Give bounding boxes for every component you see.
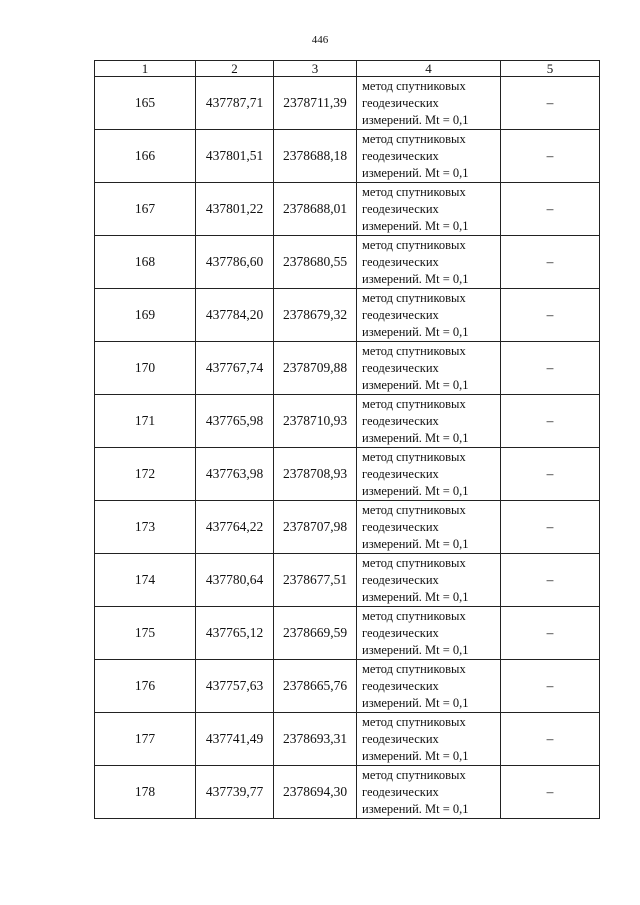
- method-cell: [357, 77, 501, 130]
- header-cell-1: 1: [95, 61, 196, 77]
- point-number-cell: 168: [95, 236, 196, 289]
- method-line: метод спутниковых: [362, 608, 466, 623]
- header-cell-3: 3: [274, 61, 357, 77]
- point-number-cell: 165: [95, 77, 196, 130]
- method-line: метод спутниковых: [362, 131, 466, 146]
- note-cell: –: [501, 554, 600, 607]
- table-row: [95, 183, 600, 236]
- method-line: измерений. Mt = 0,1: [362, 324, 469, 339]
- x-coordinate-cell: 437739,77: [196, 766, 274, 819]
- table-row: [95, 289, 600, 342]
- x-coordinate-cell: 437765,98: [196, 395, 274, 448]
- point-number-cell: 167: [95, 183, 196, 236]
- method-line: геодезических: [362, 519, 439, 534]
- point-number-cell: 176: [95, 660, 196, 713]
- table-row: [95, 77, 600, 130]
- page-number: 446: [311, 34, 329, 46]
- method-line: метод спутниковых: [362, 78, 466, 93]
- method-line: измерений. Mt = 0,1: [362, 589, 469, 604]
- method-line: измерений. Mt = 0,1: [362, 801, 469, 816]
- table-row: [95, 342, 600, 395]
- method-cell: [357, 130, 501, 183]
- x-coordinate-cell: 437765,12: [196, 607, 274, 660]
- method-line: метод спутниковых: [362, 184, 466, 199]
- coordinates-table: [94, 60, 600, 819]
- x-coordinate-cell: 437801,51: [196, 130, 274, 183]
- note-cell: –: [501, 448, 600, 501]
- method-line: геодезических: [362, 307, 439, 322]
- method-cell: [357, 395, 501, 448]
- y-coordinate-cell: 2378709,88: [274, 342, 357, 395]
- method-line: измерений. Mt = 0,1: [362, 748, 469, 763]
- table-row: [95, 395, 600, 448]
- note-cell: –: [501, 713, 600, 766]
- method-cell: [357, 448, 501, 501]
- note-cell: –: [501, 342, 600, 395]
- method-line: измерений. Mt = 0,1: [362, 165, 469, 180]
- method-line: геодезических: [362, 731, 439, 746]
- x-coordinate-cell: 437763,98: [196, 448, 274, 501]
- table-row: [95, 766, 600, 819]
- x-coordinate-cell: 437780,64: [196, 554, 274, 607]
- method-cell: [357, 766, 501, 819]
- method-line: измерений. Mt = 0,1: [362, 112, 469, 127]
- note-cell: –: [501, 501, 600, 554]
- y-coordinate-cell: 2378665,76: [274, 660, 357, 713]
- method-line: геодезических: [362, 360, 439, 375]
- table-body: [95, 77, 600, 819]
- y-coordinate-cell: 2378677,51: [274, 554, 357, 607]
- method-line: геодезических: [362, 784, 439, 799]
- x-coordinate-cell: 437757,63: [196, 660, 274, 713]
- point-number-cell: 170: [95, 342, 196, 395]
- point-number-cell: 175: [95, 607, 196, 660]
- table-row: [95, 130, 600, 183]
- method-cell: [357, 607, 501, 660]
- method-cell: [357, 660, 501, 713]
- method-line: геодезических: [362, 148, 439, 163]
- method-line: метод спутниковых: [362, 555, 466, 570]
- header-row: [95, 61, 600, 77]
- method-line: метод спутниковых: [362, 502, 466, 517]
- y-coordinate-cell: 2378708,93: [274, 448, 357, 501]
- point-number-cell: 166: [95, 130, 196, 183]
- method-line: метод спутниковых: [362, 290, 466, 305]
- point-number-cell: 174: [95, 554, 196, 607]
- method-cell: [357, 183, 501, 236]
- note-cell: –: [501, 660, 600, 713]
- method-line: метод спутниковых: [362, 449, 466, 464]
- method-line: измерений. Mt = 0,1: [362, 430, 469, 445]
- method-line: геодезических: [362, 413, 439, 428]
- method-line: измерений. Mt = 0,1: [362, 483, 469, 498]
- point-number-cell: 169: [95, 289, 196, 342]
- method-cell: [357, 501, 501, 554]
- method-line: метод спутниковых: [362, 396, 466, 411]
- note-cell: –: [501, 289, 600, 342]
- method-cell: [357, 236, 501, 289]
- y-coordinate-cell: 2378688,18: [274, 130, 357, 183]
- table-row: [95, 554, 600, 607]
- method-line: геодезических: [362, 572, 439, 587]
- method-line: метод спутниковых: [362, 767, 466, 782]
- method-line: измерений. Mt = 0,1: [362, 271, 469, 286]
- method-cell: [357, 713, 501, 766]
- x-coordinate-cell: 437787,71: [196, 77, 274, 130]
- x-coordinate-cell: 437767,74: [196, 342, 274, 395]
- y-coordinate-cell: 2378694,30: [274, 766, 357, 819]
- table-row: [95, 448, 600, 501]
- method-cell: [357, 342, 501, 395]
- table-row: [95, 660, 600, 713]
- point-number-cell: 171: [95, 395, 196, 448]
- table-header: [95, 61, 600, 77]
- method-line: измерений. Mt = 0,1: [362, 218, 469, 233]
- method-line: измерений. Mt = 0,1: [362, 695, 469, 710]
- point-number-cell: 178: [95, 766, 196, 819]
- table-row: [95, 607, 600, 660]
- note-cell: –: [501, 766, 600, 819]
- method-line: геодезических: [362, 678, 439, 693]
- x-coordinate-cell: 437784,20: [196, 289, 274, 342]
- table-row: [95, 713, 600, 766]
- note-cell: –: [501, 130, 600, 183]
- method-line: геодезических: [362, 466, 439, 481]
- y-coordinate-cell: 2378680,55: [274, 236, 357, 289]
- x-coordinate-cell: 437741,49: [196, 713, 274, 766]
- method-line: метод спутниковых: [362, 714, 466, 729]
- note-cell: –: [501, 77, 600, 130]
- method-line: геодезических: [362, 201, 439, 216]
- table-row: [95, 501, 600, 554]
- x-coordinate-cell: 437801,22: [196, 183, 274, 236]
- note-cell: –: [501, 236, 600, 289]
- method-line: геодезических: [362, 95, 439, 110]
- y-coordinate-cell: 2378669,59: [274, 607, 357, 660]
- header-cell-5: 5: [501, 61, 600, 77]
- method-line: геодезических: [362, 625, 439, 640]
- method-cell: [357, 289, 501, 342]
- method-line: метод спутниковых: [362, 237, 466, 252]
- y-coordinate-cell: 2378693,31: [274, 713, 357, 766]
- method-cell: [357, 554, 501, 607]
- y-coordinate-cell: 2378679,32: [274, 289, 357, 342]
- note-cell: –: [501, 607, 600, 660]
- y-coordinate-cell: 2378711,39: [274, 77, 357, 130]
- note-cell: –: [501, 395, 600, 448]
- x-coordinate-cell: 437786,60: [196, 236, 274, 289]
- y-coordinate-cell: 2378710,93: [274, 395, 357, 448]
- method-line: измерений. Mt = 0,1: [362, 377, 469, 392]
- note-cell: –: [501, 183, 600, 236]
- point-number-cell: 172: [95, 448, 196, 501]
- point-number-cell: 173: [95, 501, 196, 554]
- table-row: [95, 236, 600, 289]
- y-coordinate-cell: 2378688,01: [274, 183, 357, 236]
- method-line: метод спутниковых: [362, 343, 466, 358]
- point-number-cell: 177: [95, 713, 196, 766]
- method-line: геодезических: [362, 254, 439, 269]
- x-coordinate-cell: 437764,22: [196, 501, 274, 554]
- method-line: метод спутниковых: [362, 661, 466, 676]
- method-line: измерений. Mt = 0,1: [362, 536, 469, 551]
- y-coordinate-cell: 2378707,98: [274, 501, 357, 554]
- header-cell-4: 4: [357, 61, 501, 77]
- method-line: измерений. Mt = 0,1: [362, 642, 469, 657]
- header-cell-2: 2: [196, 61, 274, 77]
